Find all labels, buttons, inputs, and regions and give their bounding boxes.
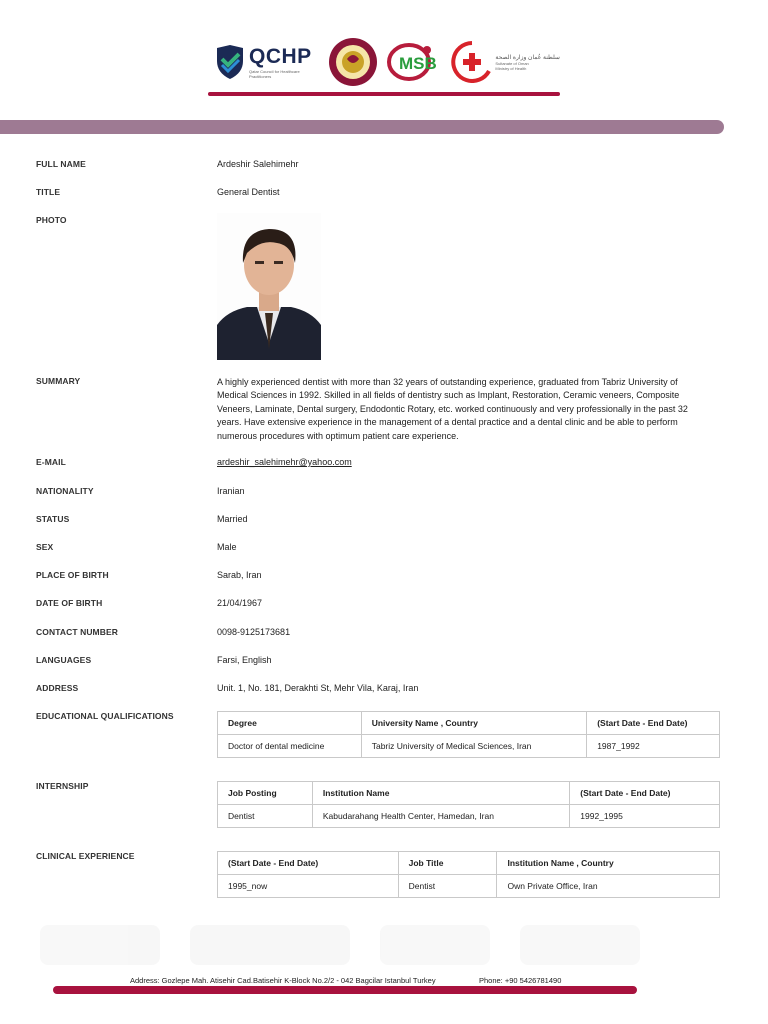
table-cell: Tabriz University of Medical Sciences, Iran xyxy=(361,735,586,758)
portrait-image xyxy=(217,213,321,360)
nationality-label: NATIONALITY xyxy=(36,486,94,496)
msb-emblem-icon xyxy=(387,42,443,82)
table-header-cell: University Name , Country xyxy=(361,712,586,735)
address-value: Unit. 1, No. 181, Derakhti St, Mehr Vila, Karaj, Iran xyxy=(217,683,419,693)
education-table xyxy=(217,711,720,758)
profile-photo xyxy=(217,213,321,360)
table-row xyxy=(218,735,720,758)
place-of-birth-value: Sarab, Iran xyxy=(217,570,262,580)
contact-value: 0098-9125173681 xyxy=(217,627,291,637)
sex-label: SEX xyxy=(36,542,54,552)
table-cell: Kabudarahang Health Center, Hamedan, Iran xyxy=(312,805,569,828)
footer-address: Address: Gozlepe Mah. Atisehir Cad.Batisehir K-Block No.2/2 - 042 Bagcilar Istanbul Turkey xyxy=(130,976,436,985)
table-header-cell: (Start Date - End Date) xyxy=(218,852,399,875)
email-label: E-MAIL xyxy=(36,457,66,467)
oman-moh-icon xyxy=(451,41,493,83)
table-row xyxy=(218,875,720,898)
photo-label: PHOTO xyxy=(36,215,67,225)
header-logos xyxy=(215,34,560,90)
footer-rule xyxy=(53,986,637,994)
watermark xyxy=(40,915,640,975)
table-cell: Dentist xyxy=(398,875,497,898)
table-header-row xyxy=(218,712,720,735)
msb-logo xyxy=(387,42,443,82)
status-label: STATUS xyxy=(36,514,70,524)
table-header-cell: Job Posting xyxy=(218,782,313,805)
sex-value: Male xyxy=(217,542,237,552)
oman-moh-logo xyxy=(451,41,560,83)
table-header-cell: Job Title xyxy=(398,852,497,875)
clinical-label: CLINICAL EXPERIENCE xyxy=(36,851,135,861)
header-band xyxy=(0,120,724,134)
languages-label: LANGUAGES xyxy=(36,655,92,665)
table-header-cell: Degree xyxy=(218,712,362,735)
contact-label: CONTACT NUMBER xyxy=(36,627,118,637)
table-header-cell: (Start Date - End Date) xyxy=(570,782,720,805)
nationality-value: Iranian xyxy=(217,486,245,496)
full-name-label: FULL NAME xyxy=(36,159,86,169)
oman-subtext: Ministry of Health xyxy=(495,65,527,71)
table-cell: Dentist xyxy=(218,805,313,828)
table-header-cell: Institution Name xyxy=(312,782,569,805)
summary-text: A highly experienced dentist with more than 32 years of outstanding experience, graduated from Tabriz University of Medical Sciences in 1992. Skilled in all fields of dentistry such as Implant, Restoration, Ceramic veneers, Composite Veneers, Laminate, Dental surgery, Endodontic Rotary, etc. worked continuously and very professionally in the past 32 years. Have extensive experience in the management of a dental practice and a dental clinic and be able to perform numerous procedures with optimum patient care experience. xyxy=(217,377,688,441)
email-link[interactable]: ardeshir_salehimehr@yahoo.com xyxy=(217,457,352,467)
oman-text: Sultanate of Oman xyxy=(495,60,529,66)
title-value: General Dentist xyxy=(217,187,280,197)
education-label: EDUCATIONAL QUALIFICATIONS xyxy=(36,711,174,721)
qchp-subtext: Qatar Council for Healthcare Practitioners xyxy=(249,69,300,79)
qatar-moph-logo xyxy=(327,37,379,87)
qchp-text: QCHP xyxy=(249,45,312,68)
qatar-seal-icon xyxy=(327,37,379,87)
table-row xyxy=(218,805,720,828)
msb-text: MSB xyxy=(399,54,438,73)
table-header-row xyxy=(218,782,720,805)
table-cell: 1992_1995 xyxy=(570,805,720,828)
table-cell: Own Private Office, Iran xyxy=(497,875,720,898)
header-rule xyxy=(208,92,560,96)
title-label: TITLE xyxy=(36,187,61,197)
full-name-value: Ardeshir Salehimehr xyxy=(217,159,299,169)
table-cell: Doctor of dental medicine xyxy=(218,735,362,758)
table-header-cell: (Start Date - End Date) xyxy=(587,712,720,735)
table-cell: 1987_1992 xyxy=(587,735,720,758)
oman-arabic-text: سلطنة عُمان وزارة الصحة xyxy=(495,54,560,61)
qchp-logo xyxy=(215,45,319,79)
internship-table xyxy=(217,781,720,828)
languages-value: Farsi, English xyxy=(217,655,272,665)
date-of-birth-value: 21/04/1967 xyxy=(217,598,263,608)
date-of-birth-label: DATE OF BIRTH xyxy=(36,598,103,608)
summary-label: SUMMARY xyxy=(36,376,81,386)
clinical-table xyxy=(217,851,720,898)
footer-phone: Phone: +90 5426781490 xyxy=(479,976,562,985)
table-cell: 1995_now xyxy=(218,875,399,898)
address-label: ADDRESS xyxy=(36,683,79,693)
qchp-shield-icon xyxy=(215,45,245,79)
internship-label: INTERNSHIP xyxy=(36,781,89,791)
place-of-birth-label: PLACE OF BIRTH xyxy=(36,570,109,580)
status-value: Married xyxy=(217,514,248,524)
table-header-cell: Institution Name , Country xyxy=(497,852,720,875)
table-header-row xyxy=(218,852,720,875)
